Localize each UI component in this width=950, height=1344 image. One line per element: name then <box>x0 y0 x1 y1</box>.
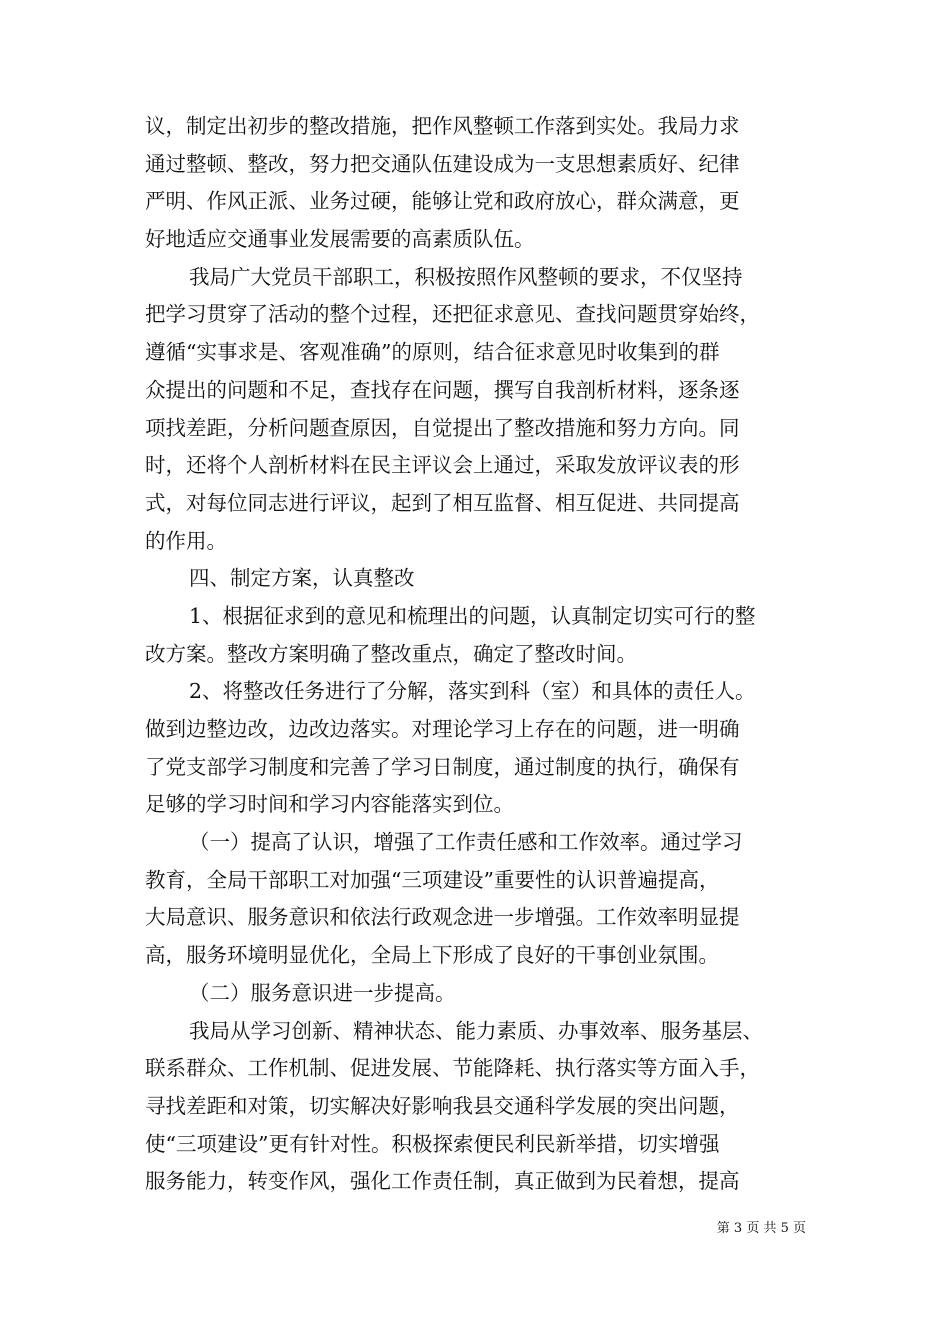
text-line: 严明、作风正派、业务过硬，能够让党和政府放心，群众满意，更 <box>145 189 740 214</box>
paragraph-first-line: 2、将整改任务进行了分解，落实到科（室）和具体的责任人。 <box>189 679 756 704</box>
text-line: 服务能力，转变作风，强化工作责任制，真正做到为民着想，提高 <box>145 1169 740 1194</box>
text-line: 大局意识、服务意识和依法行政观念进一步增强。工作效率明显提 <box>145 905 740 930</box>
text-line: 好地适应交通事业发展需要的高素质队伍。 <box>145 227 535 252</box>
paragraph-first-line: （一）提高了认识，增强了工作责任感和工作效率。通过学习 <box>189 830 743 855</box>
text-line: 教育，全局干部职工对加强“三项建设”重要性的认识普遍提高， <box>145 867 720 892</box>
text-line: 众提出的问题和不足，查找存在问题，撰写自我剖析材料，逐条逐 <box>145 377 740 402</box>
section-heading: 四、制定方案，认真整改 <box>189 566 415 591</box>
text-line: 做到边整边改，边改边落实。对理论学习上存在的问题，进一明确 <box>145 717 740 741</box>
paragraph-first-line: 我局广大党员干部职工，积极按照作风整顿的要求，不仅坚持 <box>189 264 743 289</box>
text-line: 把学习贯穿了活动的整个过程，还把征求意见、查找问题贯穿始终， <box>145 302 760 327</box>
text-line: 通过整顿、整改，努力把交通队伍建设成为一支思想素质好、纪律 <box>145 151 740 176</box>
body-text <box>145 108 815 1201</box>
text-line: 改方案。整改方案明确了整改重点，确定了整改时间。 <box>145 641 637 666</box>
text-line: 的作用。 <box>145 528 227 553</box>
text-line: 足够的学习时间和学习内容能落实到位。 <box>145 792 514 817</box>
text-line: 寻找差距和对策，切实解决好影响我县交通科学发展的突出问题， <box>145 1093 740 1118</box>
text-line: 联系群众、工作机制、促进发展、节能降耗、执行落实等方面入手， <box>145 1056 760 1081</box>
text-line: 议，制定出初步的整改措施，把作风整顿工作落到实处。我局力求 <box>145 114 740 138</box>
subsection-heading: （二）服务意识进一步提高。 <box>189 980 456 1005</box>
text-line: 时，还将个人剖析材料在民主评议会上通过，采取发放评议表的形 <box>145 453 740 478</box>
text-line: 使“三项建设”更有针对性。积极探索便民利民新举措，切实增强 <box>145 1131 720 1156</box>
text-line: 高，服务环境明显优化，全局上下形成了良好的干事创业氛围。 <box>145 943 719 968</box>
text-line: 项找差距，分析问题查原因，自觉提出了整改措施和努力方向。同 <box>145 415 740 440</box>
paragraph-first-line: 1、根据征求到的意见和梳理出的问题，认真制定切实可行的整 <box>189 603 756 628</box>
paragraph-first-line: 我局从学习创新、精神状态、能力素质、办事效率、服务基层、 <box>189 1018 763 1043</box>
text-line: 式，对每位同志进行评议，起到了相互监督、相互促进、共同提高 <box>145 490 740 515</box>
page-number: 第 3 页 共 5 页 <box>716 1221 806 1236</box>
text-line: 了党支部学习制度和完善了学习日制度，通过制度的执行，确保有 <box>145 754 740 779</box>
text-line: 遵循“实事求是、客观准确”的原则，结合征求意见时收集到的群 <box>145 340 720 365</box>
